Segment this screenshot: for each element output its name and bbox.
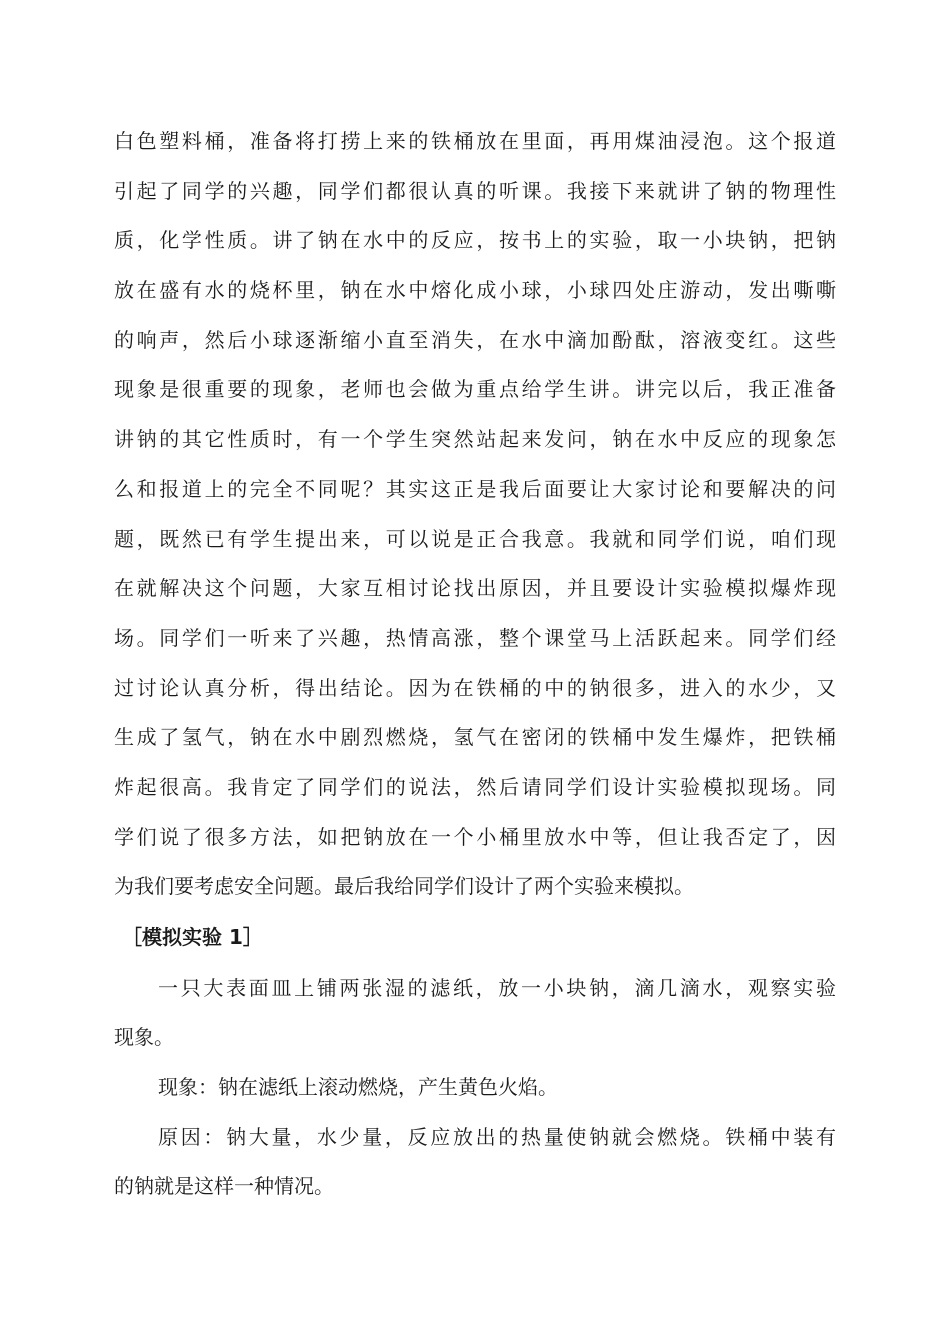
paragraph-line: 过讨论认真分析，得出结论。因为在铁桶的中的钠很多，进入的水少，又 [114,676,836,700]
section-heading: ［模拟实验 1］ [122,925,263,949]
paragraph-line: 为我们要考虑安全问题。最后我给同学们设计了两个实验来模拟。 [114,874,694,898]
phenomenon-line: 现象：钠在滤纸上滚动燃烧，产生黄色火焰。 [158,1075,558,1099]
paragraph-line: 题，既然已有学生提出来，可以说是正合我意。我就和同学们说，咱们现 [114,527,836,551]
paragraph-line: 的响声，然后小球逐渐缩小直至消失，在水中滴加酚酞，溶液变红。这些 [114,328,836,352]
paragraph-line: 学们说了很多方法，如把钠放在一个小桶里放水中等，但让我否定了，因 [114,825,836,849]
reason-line: 的钠就是这样一种情况。 [114,1174,334,1198]
paragraph-line: 白色塑料桶，准备将打捞上来的铁桶放在里面，再用煤油浸泡。这个报道 [114,129,836,153]
paragraph-line: 生成了氢气，钠在水中剧烈燃烧，氢气在密闭的铁桶中发生爆炸，把铁桶 [114,725,836,749]
paragraph-line: 引起了同学的兴趣，同学们都很认真的听课。我接下来就讲了钠的物理性 [114,179,836,203]
paragraph-line: 放在盛有水的烧杯里，钠在水中熔化成小球，小球四处庄游动，发出嘶嘶 [114,278,836,302]
paragraph-line: 么和报道上的完全不同呢？其实这正是我后面要让大家讨论和要解决的问 [114,477,836,501]
paragraph-line: 质，化学性质。讲了钠在水中的反应，按书上的实验，取一小块钠，把钠 [114,228,836,252]
procedure-line: 一只大表面皿上铺两张湿的滤纸，放一小块钠，滴几滴水，观察实验 [158,976,836,1000]
paragraph-line: 炸起很高。我肯定了同学们的说法，然后请同学们设计实验模拟现场。同 [114,775,836,799]
paragraph-line: 现象是很重要的现象，老师也会做为重点给学生讲。讲完以后，我正准备 [114,377,836,401]
paragraph-line: 在就解决这个问题，大家互相讨论找出原因，并且要设计实验模拟爆炸现 [114,576,836,600]
paragraph-line: 讲钠的其它性质时，有一个学生突然站起来发问，钠在水中反应的现象怎 [114,427,836,451]
procedure-line: 现象。 [114,1025,174,1049]
paragraph-line: 场。同学们一听来了兴趣，热情高涨，整个课堂马上活跃起来。同学们经 [114,626,836,650]
reason-line: 原因：钠大量，水少量，反应放出的热量使钠就会燃烧。铁桶中装有 [158,1125,836,1149]
